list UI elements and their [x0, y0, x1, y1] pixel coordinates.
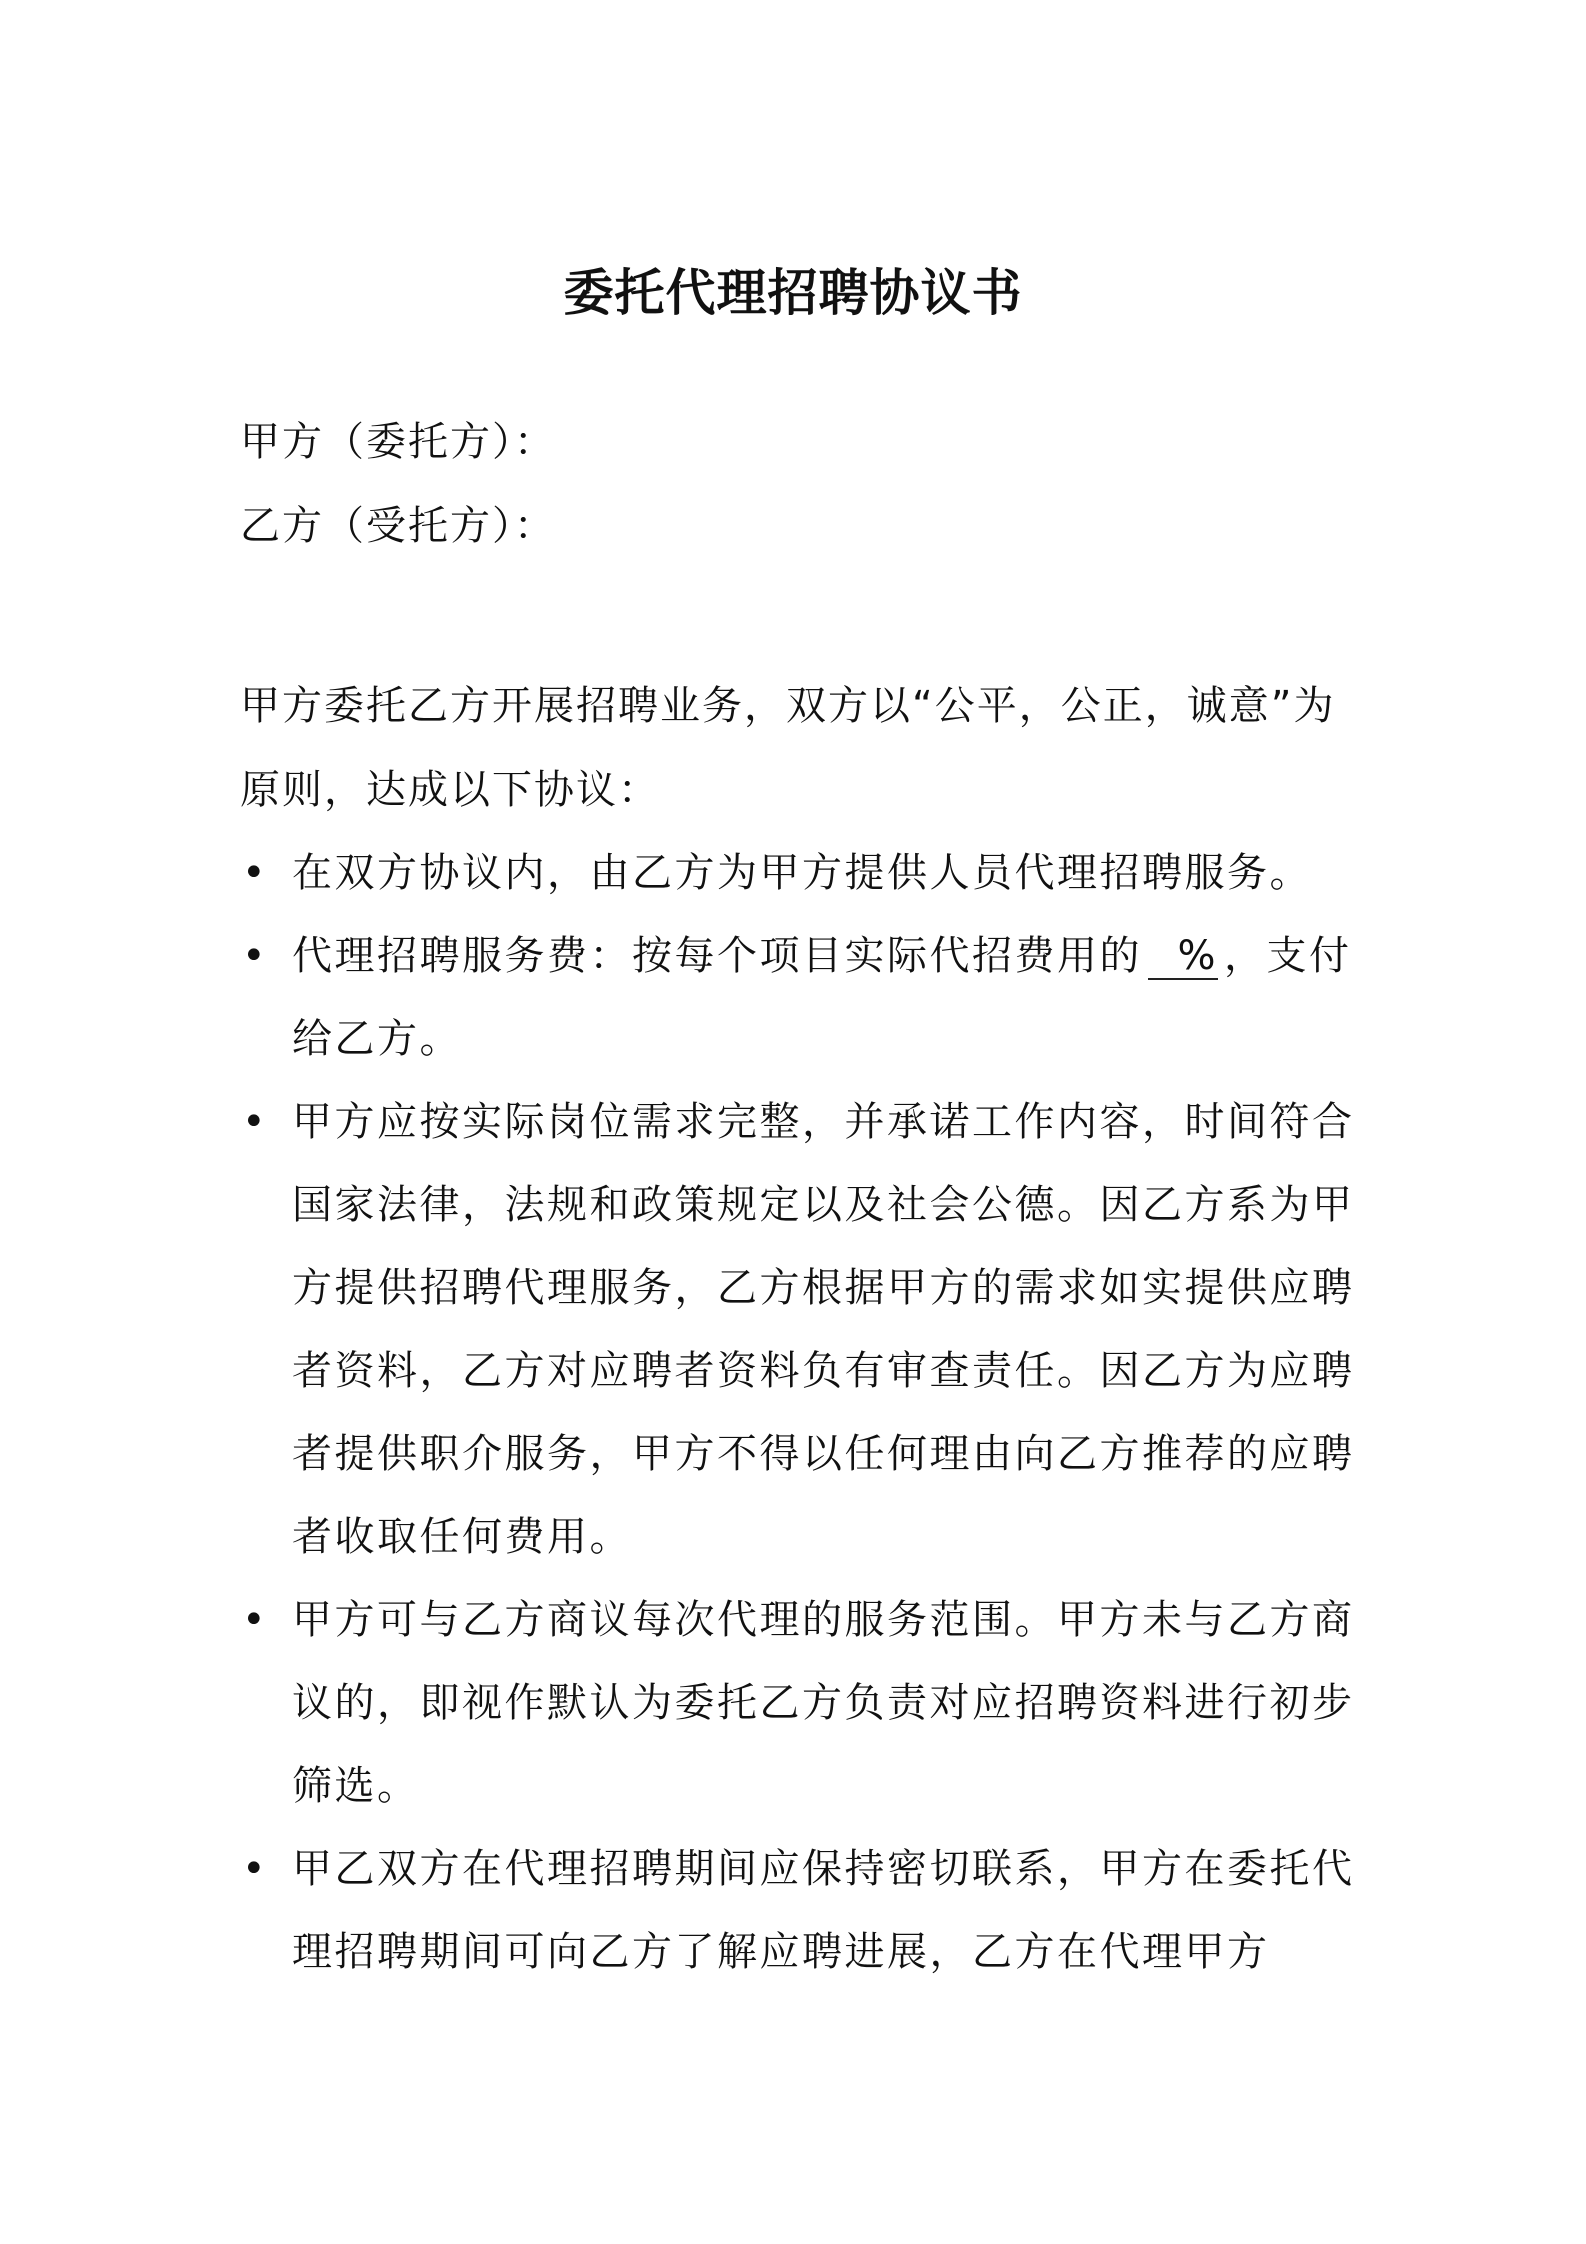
clause-text-before: 代理招聘服务费：按每个项目实际代招费用的 [292, 933, 1142, 979]
clause-item [240, 1828, 1360, 1994]
clause-text-after: ，支付给乙方。 [292, 933, 1352, 1062]
bullet-icon: • [242, 850, 269, 896]
fee-percentage-blank [1148, 934, 1218, 980]
fee-percentage-unit: % [1177, 933, 1218, 979]
clause-text: 甲乙双方在代理招聘期间应保持密切联系，甲方在委托代理招聘期间可向乙方了解应聘进展，乙方在代理甲方 [292, 1846, 1355, 1975]
intro-paragraph: 甲方委托乙方开展招聘业务，双方以“公平，公正，诚意”为原则，达成以下协议： [240, 683, 1336, 813]
clause-item [240, 1081, 1360, 1579]
clause-text: 甲方应按实际岗位需求完整，并承诺工作内容，时间符合国家法律，法规和政策规定以及社会公德。因乙方系为甲方提供招聘代理服务，乙方根据甲方的需求如实提供应聘者资料，乙方对应聘者资料负有审查责任。因乙方为应聘者提供职介服务，甲方不得以任何理由向乙方推荐的应聘者收取任何费用。 [292, 1099, 1355, 1560]
clause-text: 甲方可与乙方商议每次代理的服务范围。甲方未与乙方商议的，即视作默认为委托乙方负责对应招聘资料进行初步筛选。 [292, 1597, 1355, 1809]
party-a-label: 甲方（委托方）： [240, 419, 556, 465]
bullet-icon: • [242, 1846, 269, 1892]
bullet-icon: • [242, 1099, 269, 1145]
clause-item [240, 832, 1360, 915]
clause-list [240, 832, 1360, 1994]
clause-text: 在双方协议内，由乙方为甲方提供人员代理招聘服务。 [292, 850, 1312, 896]
bullet-icon: • [242, 933, 269, 979]
party-b-label: 乙方（受托方）： [240, 503, 556, 549]
bullet-icon: • [242, 1597, 269, 1643]
clause-item [240, 915, 1360, 1081]
clause-item [240, 1579, 1360, 1828]
document-title: 委托代理招聘协议书 [563, 264, 1023, 322]
